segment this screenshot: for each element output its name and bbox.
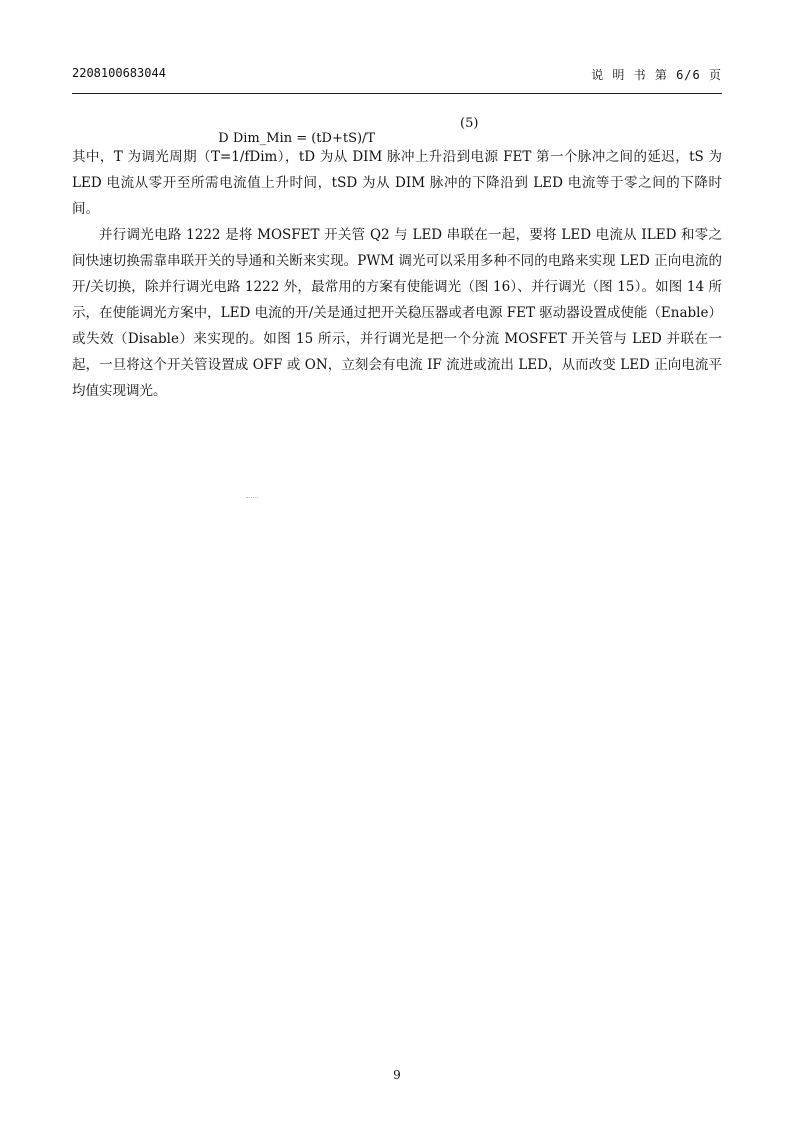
header-divider [72,93,722,94]
formula-expression: D Dim_Min = (tD+tS)/T [218,131,376,146]
paragraph-dimming-circuit: 并行调光电路 1222 是将 MOSFET 开关管 Q2 与 LED 串联在一起，要将 LED 电流从 ILED 和零之间快速切换需靠串联开关的导通和关断来实现。PWM 调光可以采用多种不同的电路来实现 LED 正向电流的开/关切换，除并行调光电路 1222 外，最常用的方案有使能调光（图 16）、并行调光（图 15）。如图 14 所示，在使能调光方案中，LED 电流的开/关是通过把开关稳压器或者电源 FET 驱动器设置成使能（Enable）或失效（Disable）来实现的。如图 15 所示，并行调光是把一个分流 MOSFET 开关管与 LED 并联在一起，一旦将这个开关管设置成 OFF 或 ON，立刻会有电流 IF 流进或流出 LED，从而改变 LED 正向电流平均值实现调光。 [72,227,722,399]
formula-number: (5) [460,116,479,131]
page-header [72,66,722,86]
stray-mark [246,497,258,498]
page-info: 说 明 书 第 6/6 页 [591,68,722,82]
document-number: 2208100683044 [72,66,166,80]
paragraph-definitions: 其中，T 为调光周期（T=1/fDim），tD 为从 DIM 脉冲上升沿到电源 FET 第一个脉冲之间的延迟，tS 为 LED 电流从零开至所需电流值上升时间，tSD 为从 DIM 脉冲的下降沿到 LED 电流等于零之间的下降时间。 [72,149,722,217]
body-text [72,144,722,404]
page-number: 9 [393,1068,401,1082]
